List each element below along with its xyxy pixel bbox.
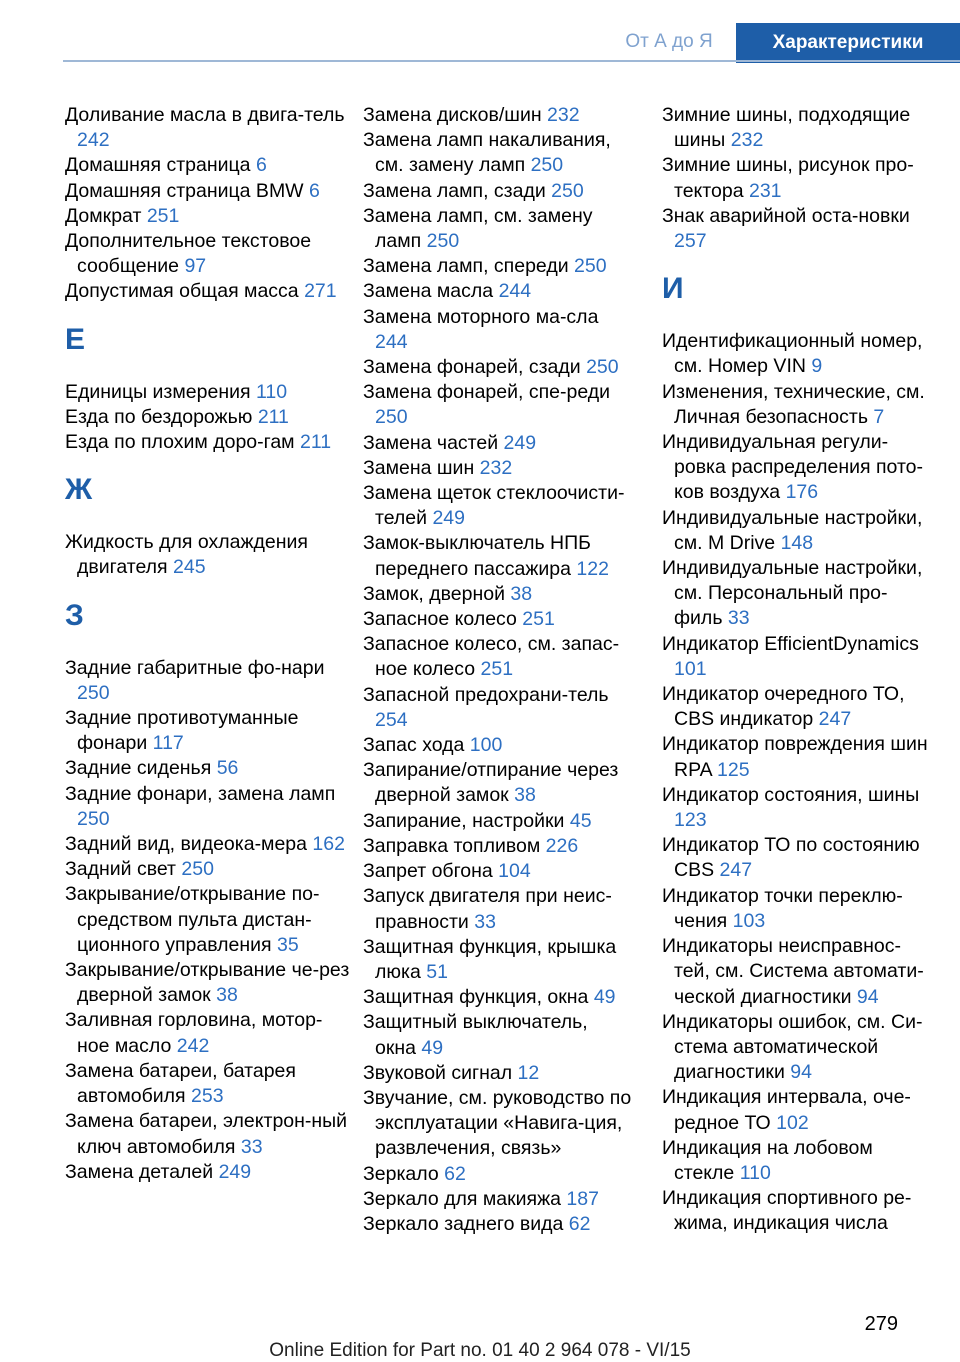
index-entry [363, 758, 633, 808]
index-page-link[interactable]: 94 [790, 1061, 812, 1084]
index-entry-text: Домашняя страница BMW [65, 179, 304, 202]
index-entry [662, 329, 934, 379]
index-entry-text: Закрывание/открывание че-рез дверной замок [65, 959, 350, 1007]
index-entry-text: Индивидуальные настройки, см. Персональный про-филь [662, 557, 923, 630]
index-page-link[interactable]: 38 [514, 784, 536, 807]
index-page-link[interactable]: 9 [811, 355, 823, 378]
index-entry-text: Идентификационный номер, см. Номер VIN [662, 330, 923, 378]
index-page-link[interactable]: 35 [277, 933, 299, 956]
index-entry [662, 1186, 934, 1236]
index-entry [65, 380, 350, 405]
index-entry [662, 884, 934, 934]
index-page-link[interactable]: 49 [593, 986, 616, 1009]
header-tab-chapter[interactable]: Характеристики [736, 23, 960, 63]
index-entry [65, 1109, 350, 1159]
index-entry-text: Замок, дверной [363, 582, 505, 605]
index-entry-text: Индикаторы ошибок, см. Си-стема автоматической диагностики [662, 1010, 923, 1084]
index-entry-text: Индикатор EfficientDynamics [662, 632, 919, 655]
index-entry [662, 934, 934, 1010]
index-entry [363, 935, 633, 985]
index-entry-text: Индикация спортивного ре-жима, индикация числа [662, 1187, 912, 1235]
footer-edition: Online Edition for Part no. 01 40 2 964 078 - VI/15 [269, 1340, 691, 1361]
index-entry-text: Замена ламп накаливания, см. замену ламп [363, 129, 611, 177]
index-entry-text: Запирание/отпирание через дверной замок [363, 759, 619, 807]
index-entry-text: Замена дисков/шин [363, 104, 542, 126]
index-page-link[interactable]: 250 [77, 681, 110, 704]
index-entry-text: Замена батареи, электрон-ный ключ автомобиля [65, 1110, 348, 1158]
index-letter-heading: И [662, 272, 684, 306]
index-entry-text: Защитная функция, крышка люка [363, 935, 617, 983]
index-page-link[interactable]: 232 [730, 129, 764, 152]
index-entry-text: Задний вид, видеока-мера [65, 833, 307, 856]
index-entry-text: Индикатор повреждения шин RPA [662, 733, 928, 781]
index-page-link[interactable]: 251 [146, 204, 180, 227]
index-entry [662, 1085, 934, 1135]
index-entry [363, 380, 633, 430]
index-entry-text: Запасной предохрани-тель [363, 683, 609, 706]
index-entry [363, 254, 633, 279]
index-entry [662, 153, 934, 203]
index-entry-text: Задние габаритные фо-нари [65, 656, 325, 679]
index-entry-text: Дополнительное текстовое сообщение [65, 230, 312, 278]
index-page-link[interactable]: 242 [77, 129, 110, 152]
index-page-link[interactable]: 176 [785, 481, 819, 504]
index-entry-text: Запирание, настройки [363, 809, 565, 832]
index-entry [363, 632, 633, 682]
index-page-link[interactable]: 122 [576, 557, 609, 580]
index-page-link[interactable]: 257 [674, 230, 707, 253]
index-entry [662, 682, 934, 732]
index-page-link[interactable]: 250 [375, 406, 408, 429]
index-page-link[interactable]: 249 [218, 1160, 252, 1183]
index-page-link[interactable]: 51 [426, 960, 448, 983]
index-entry-text: Домкрат [65, 204, 142, 227]
index-entry [363, 1010, 633, 1060]
index-entry [662, 506, 934, 556]
index-entry [662, 1136, 934, 1186]
index-page-link[interactable]: 231 [748, 179, 782, 202]
index-entry-text: Замена ламп, сзади [363, 179, 546, 202]
index-entry-text: Задний свет [65, 858, 176, 881]
index-entry [363, 531, 633, 581]
index-entry-text: Езда по плохим доро-гам [65, 431, 295, 454]
index-page-link[interactable]: 100 [469, 734, 503, 757]
index-entry-text: Жидкость для охлаждения двигателя [65, 531, 308, 579]
index-entry [662, 783, 934, 833]
index-entry-text: Замена ламп, спереди [363, 255, 569, 278]
index-entry [363, 1162, 633, 1187]
index-entry [363, 884, 633, 934]
index-page-link[interactable]: 249 [432, 507, 465, 530]
index-page-link[interactable]: 247 [719, 859, 753, 882]
index-entry-text: Заливная горловина, мотор-ное масло [65, 1009, 323, 1057]
index-entry [662, 1010, 934, 1086]
index-entry [662, 103, 934, 153]
index-column-2 [363, 103, 633, 1237]
index-entry [65, 179, 350, 204]
index-entry-text: Изменения, технические, см. Личная безопасность [662, 380, 925, 428]
index-entry-text: Звуковой сигнал [363, 1061, 513, 1084]
index-entry-text: Зеркало [363, 1162, 439, 1185]
index-page-link[interactable]: 110 [739, 1161, 771, 1184]
index-page-link[interactable]: 250 [586, 356, 619, 379]
index-entry [65, 530, 350, 580]
index-entry [65, 1059, 350, 1109]
index-page-link[interactable]: 244 [375, 330, 408, 353]
index-entry-text: Индикация на лобовом стекле [662, 1136, 873, 1184]
index-entry-text: Знак аварийной оста-новки [662, 204, 910, 227]
index-entry-text: Запасное колесо [363, 608, 517, 631]
index-entry-text: Запрет обгона [363, 860, 493, 883]
index-entry [65, 229, 350, 279]
index-page-link[interactable]: 12 [517, 1061, 540, 1084]
index-entry-text: Задние фонари, замена ламп [65, 782, 336, 805]
index-page-link[interactable]: 271 [304, 280, 337, 303]
index-page-link[interactable]: 242 [176, 1034, 210, 1057]
index-page-link[interactable]: 226 [545, 834, 579, 857]
index-entry [662, 204, 934, 254]
index-entry-text: Индикатор очередного ТО, CBS индикатор [662, 683, 905, 731]
index-entry [65, 656, 350, 706]
index-entry-text: Замена частей [363, 431, 499, 454]
index-entry [363, 607, 633, 632]
index-entry-text: Задние сиденья [65, 757, 212, 780]
index-entry-text: Задние противотуманные фонари [65, 707, 299, 755]
index-page-link[interactable]: 102 [776, 1111, 809, 1134]
index-letter-heading: З [65, 598, 84, 632]
index-entry [65, 1008, 350, 1058]
index-page-link[interactable]: 123 [674, 809, 707, 832]
index-page-link[interactable]: 244 [498, 280, 532, 303]
index-entry-text: Запуск двигателя при неис-правности [363, 885, 612, 933]
index-page-link[interactable]: 6 [309, 179, 320, 202]
index-entry-text: Закрывание/открывание по-средством пульта дистан-ционного управления [65, 883, 320, 956]
index-page-link[interactable]: 251 [522, 608, 555, 631]
index-page-link[interactable]: 247 [818, 708, 852, 731]
index-page-link[interactable]: 250 [426, 230, 460, 253]
index-page-link[interactable]: 56 [216, 757, 239, 780]
index-entry [363, 1086, 633, 1162]
index-page-link[interactable]: 250 [574, 255, 607, 278]
index-entry-text: Индикатор точки переклю-чения [662, 884, 903, 932]
index-page-link[interactable]: 49 [421, 1036, 444, 1059]
index-entry-text: Запасное колесо, см. запас-ное колесо [363, 633, 620, 681]
index-column-1 [65, 103, 350, 1185]
index-entry [363, 809, 633, 834]
index-entry-text: Единицы измерения [65, 380, 251, 403]
page-number: 279 [864, 1313, 898, 1335]
index-entry-text: Замена фонарей, спе-реди [363, 381, 611, 404]
index-entry [662, 732, 934, 782]
index-page-link[interactable]: 110 [255, 380, 288, 403]
index-entry [65, 279, 350, 304]
index-entry-text: Звучание, см. руководство по эксплуатации «Навига-ция, развлечения, связь» [363, 1086, 632, 1160]
index-page-link[interactable]: 45 [569, 809, 592, 832]
index-entry [363, 103, 633, 128]
index-entry-text: Замок-выключатель НПБ переднего пассажира [363, 532, 591, 580]
index-page-link[interactable]: 6 [255, 154, 267, 177]
index-entry-text: Замена деталей [65, 1160, 214, 1183]
index-page-link[interactable]: 249 [503, 431, 537, 454]
index-entry-text: Зимние шины, рисунок про-тектора [662, 154, 914, 202]
index-entry-text: Защитная функция, окна [363, 986, 589, 1009]
index-entry [363, 431, 633, 456]
index-entry-text: Езда по бездорожью [65, 405, 253, 428]
index-page-link[interactable]: 245 [173, 556, 206, 579]
index-entry-text: Защитный выключатель, окна [363, 1011, 588, 1059]
index-entry [363, 1212, 633, 1237]
index-entry [65, 103, 350, 153]
index-entry [65, 832, 350, 857]
index-entry-text: Допустимая общая масса [65, 280, 299, 303]
index-entry-text: Индикатор ТО по состоянию CBS [662, 834, 920, 882]
index-entry-text: Зеркало для макияжа [363, 1187, 561, 1210]
index-entry [662, 833, 934, 883]
index-page-link[interactable]: 97 [184, 255, 207, 278]
index-page-link[interactable]: 232 [479, 456, 513, 479]
index-entry-text: Домашняя страница [65, 154, 251, 177]
index-page-link[interactable]: 250 [551, 179, 584, 202]
index-page-link[interactable]: 251 [480, 658, 514, 681]
index-page-link[interactable]: 125 [717, 758, 750, 781]
index-entry-text: Замена масла [363, 280, 494, 303]
index-entry [363, 582, 633, 607]
index-page-link[interactable]: 104 [498, 860, 531, 883]
index-page-link[interactable]: 62 [568, 1212, 591, 1235]
header-tab-section[interactable]: От А до Я [604, 23, 734, 61]
index-page-link[interactable]: 232 [547, 104, 580, 126]
index-page-link[interactable]: 38 [510, 582, 533, 605]
index-entry [363, 985, 633, 1010]
index-page-link[interactable]: 148 [780, 531, 814, 554]
header-rule [63, 60, 960, 62]
index-entry [363, 279, 633, 304]
index-entry-text: Индикация интервала, оче-редное ТО [662, 1086, 911, 1134]
index-page-link[interactable]: 250 [530, 154, 564, 177]
index-entry [363, 733, 633, 758]
index-page-link[interactable]: 33 [240, 1135, 263, 1158]
index-entry [662, 556, 934, 632]
index-entry [363, 683, 633, 733]
index-page-link[interactable]: 254 [375, 708, 408, 731]
index-page-link[interactable]: 250 [77, 807, 110, 830]
index-entry-text: Доливание масла в двига-тель [65, 104, 345, 126]
index-entry [65, 204, 350, 229]
index-entry [65, 405, 350, 430]
index-entry [662, 632, 934, 682]
index-entry [65, 882, 350, 958]
index-entry [662, 380, 934, 430]
index-page-link[interactable]: 33 [727, 607, 750, 630]
index-entry [65, 430, 350, 455]
index-entry [363, 481, 633, 531]
index-entry [363, 179, 633, 204]
index-entry-text: Заправка топливом [363, 834, 541, 857]
index-entry [65, 857, 350, 882]
index-entry [662, 430, 934, 506]
index-entry-text: Индикаторы неисправнос-тей, см. Система автомати-ческой диагностики [662, 935, 924, 1008]
index-entry [65, 756, 350, 781]
index-page-link[interactable]: 211 [257, 405, 289, 428]
index-entry-text: Индивидуальные настройки, см. M Drive [662, 506, 923, 554]
index-entry-text: Индивидуальная регули-ровка распределения пото-ков воздуха [662, 431, 923, 504]
index-entry [65, 958, 350, 1008]
index-entry-text: Замена щеток стеклоочисти-телей [363, 482, 625, 530]
index-entry [363, 1061, 633, 1086]
index-entry-text: Индикатор состояния, шины [662, 783, 920, 806]
index-column-3 [662, 103, 934, 1237]
index-letter-heading: Е [65, 322, 86, 356]
index-entry [363, 355, 633, 380]
index-entry [65, 153, 350, 178]
index-entry-text: Зимние шины, подходящие шины [662, 104, 911, 152]
index-page-link[interactable]: 7 [873, 405, 885, 428]
index-letter-heading: Ж [65, 473, 93, 507]
index-entry-text: Замена шин [363, 456, 475, 479]
index-entry [363, 859, 633, 884]
index-entry [363, 834, 633, 859]
index-entry [363, 1187, 633, 1212]
index-entry [65, 782, 350, 832]
index-entry [65, 1160, 350, 1185]
index-entry [65, 706, 350, 756]
index-entry-text: Замена фонарей, сзади [363, 356, 581, 379]
index-page-link[interactable]: 33 [474, 910, 496, 933]
index-entry [363, 456, 633, 481]
index-entry [363, 128, 633, 178]
index-entry-text: Запас хода [363, 734, 465, 757]
index-page-link[interactable]: 211 [300, 431, 332, 454]
index-page-link[interactable]: 62 [444, 1162, 466, 1185]
index-entry-text: Зеркало заднего вида [363, 1212, 564, 1235]
index-entry-text: Замена ламп, см. замену ламп [363, 204, 593, 253]
index-entry [363, 305, 633, 355]
index-entry-text: Замена батареи, батарея автомобиля [65, 1059, 296, 1108]
index-page-link[interactable]: 103 [732, 909, 766, 932]
index-page-link[interactable]: 94 [856, 985, 879, 1008]
index-entry-text: Замена моторного ма-сла [363, 305, 599, 328]
index-page-link[interactable]: 253 [191, 1085, 224, 1108]
index-entry [363, 204, 633, 254]
index-page-link[interactable]: 117 [152, 732, 184, 755]
index-page-link[interactable]: 38 [216, 984, 238, 1007]
index-page-link[interactable]: 101 [674, 657, 707, 680]
index-page-link[interactable]: 250 [181, 858, 214, 881]
index-page-link[interactable]: 187 [566, 1187, 599, 1210]
index-page-link[interactable]: 162 [312, 833, 345, 856]
